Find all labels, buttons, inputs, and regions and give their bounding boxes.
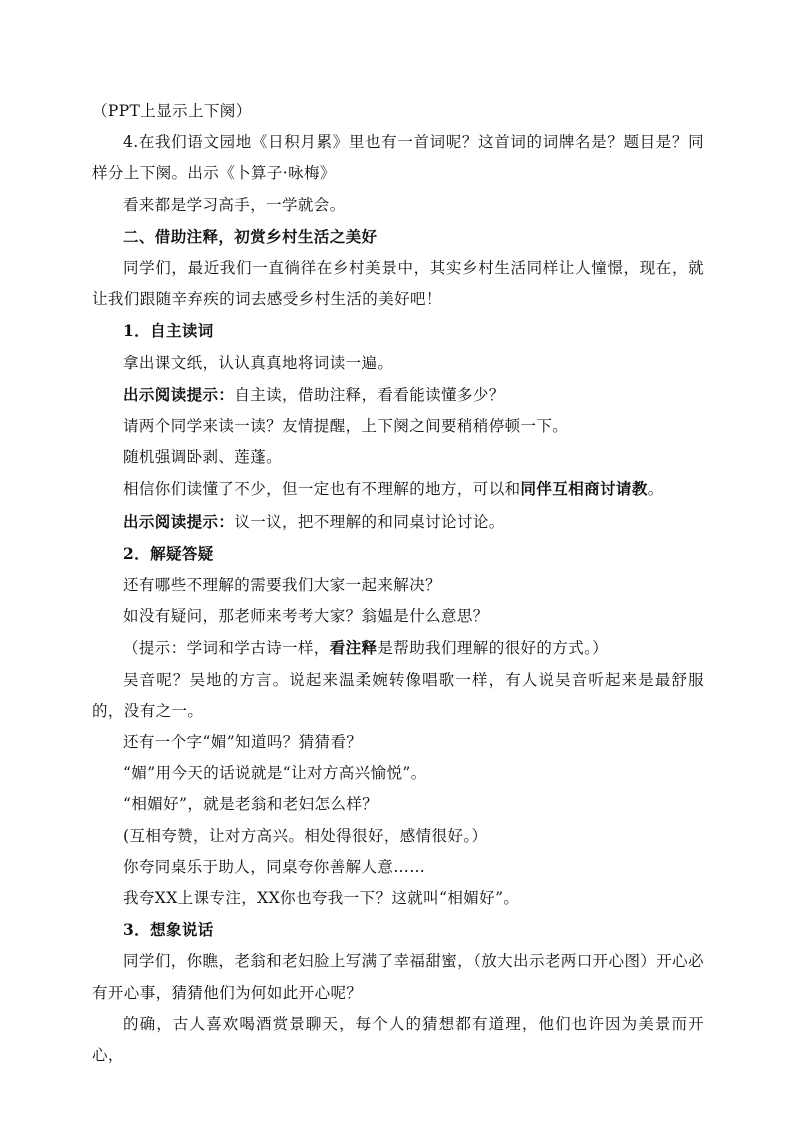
paragraph: [92, 127, 704, 189]
paragraph: [92, 190, 704, 221]
paragraph: [92, 727, 704, 758]
paragraph: [92, 473, 704, 505]
bold-text-segment: 二、借助注释，初赏乡村生活之美好: [123, 226, 378, 246]
bold-text-segment: 2．解疑答疑: [123, 543, 214, 563]
paragraph: [92, 789, 704, 820]
paragraph: [92, 348, 704, 379]
text-segment: 是帮助我们理解的很好的方式。）: [377, 639, 609, 658]
paragraph: [92, 253, 704, 315]
paragraph: [92, 601, 704, 632]
paragraph: [92, 570, 704, 601]
text-segment: 同学们，你瞧，老翁和老妇脸上写满了幸福甜蜜，（放大出示老两口开心图）开心必有开心事，猜猜他们为何如此开心呢？: [92, 952, 704, 1002]
text-segment: 吴音呢？吴地的方言。说起来温柔婉转像唱歌一样，有人说吴音听起来是最舒服的，没有之一。: [92, 670, 704, 720]
paragraph: [92, 821, 704, 852]
text-segment: 你夸同桌乐于助人，同桌夸你善解人意……: [123, 857, 426, 876]
paragraph: [92, 914, 704, 946]
text-segment: 随机强调卧剥、莲蓬。: [123, 448, 283, 467]
bold-text-segment: 看注释: [329, 638, 378, 658]
text-segment: 还有哪些不理解的需要我们大家一起来解决？: [123, 576, 442, 595]
bold-text-segment: 出示阅读提示：: [123, 384, 235, 404]
text-segment: 4.在我们语文园地《日积月累》里也有一首词呢？这首词的词牌名是？题目是？同样分上下阕。出示《卜算子·咏梅》: [92, 133, 704, 183]
paragraph: [92, 411, 704, 442]
paragraph: [92, 665, 704, 727]
paragraph: [92, 379, 704, 411]
text-segment: 自主读，借助注释，看看能读懂多少？: [234, 385, 505, 404]
text-segment: 请两个同学来读一读？友情提醒，上下阕之间要稍稍停顿一下。: [123, 417, 569, 436]
paragraph: [92, 538, 704, 570]
paragraph: [92, 221, 704, 253]
text-segment: “相媚好”，就是老翁和老妇怎么样？: [123, 795, 379, 814]
paragraph: [92, 758, 704, 789]
paragraph: [92, 96, 704, 127]
bold-text-segment: 3．想象说话: [123, 920, 214, 940]
paragraph: [92, 1009, 704, 1071]
text-segment: 拿出课文纸，认认真真地将词读一遍。: [123, 353, 394, 372]
text-segment: 同学们，最近我们一直徜徉在乡村美景中，其实乡村生活同样让人憧憬，现在，就让我们跟随辛弃疾的词去感受乡村生活的美好吧！: [92, 259, 704, 309]
text-segment: (互相夸赞，让对方高兴。相处得很好，感情很好。）: [123, 826, 488, 845]
text-segment: 我夸XX上课专注，XX你也夸我一下？这就叫“相媚好”。: [123, 889, 520, 908]
paragraph: [92, 442, 704, 473]
paragraph: [92, 506, 704, 538]
text-segment: （提示：学词和学古诗一样，: [123, 639, 330, 658]
paragraph: [92, 852, 704, 883]
text-segment: “媚”用今天的话说就是“让对方高兴愉悦”。: [123, 764, 427, 783]
bold-text-segment: 出示阅读提示：: [123, 511, 235, 531]
bold-text-segment: 同伴互相商讨请教: [520, 479, 648, 499]
paragraph: [92, 883, 704, 914]
text-segment: 如没有疑问，那老师来考考大家？翁媪是什么意思？: [123, 607, 489, 626]
text-segment: （PPT上显示上下阕）: [92, 102, 252, 120]
paragraph: [92, 946, 704, 1008]
paragraph: [92, 315, 704, 347]
bold-text-segment: 1．自主读词: [123, 321, 214, 341]
text-segment: 议一议，把不理解的和同桌讨论讨论。: [234, 512, 505, 531]
text-segment: 的确，古人喜欢喝酒赏景聊天，每个人的猜想都有道理，他们也许因为美景而开心，: [92, 1014, 704, 1065]
document-body: [92, 96, 704, 1071]
paragraph: [92, 632, 704, 664]
text-segment: 还有一个字“媚”知道吗？猜猜看？: [123, 733, 363, 752]
text-segment: 看来都是学习高手，一学就会。: [123, 195, 346, 214]
text-segment: 。: [647, 480, 664, 499]
text-segment: 相信你们读懂了不少，但一定也有不理解的地方，可以和: [123, 480, 521, 499]
